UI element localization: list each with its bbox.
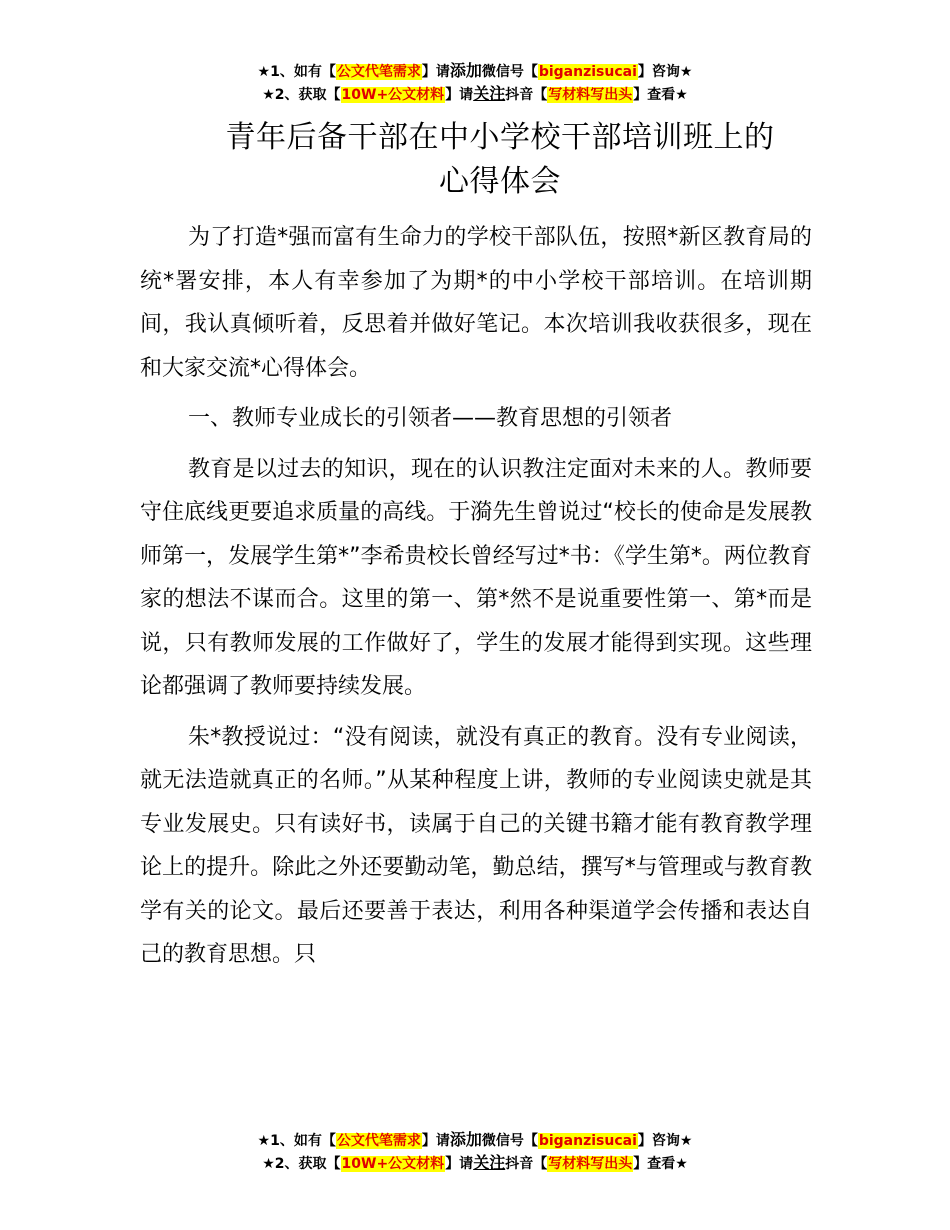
banner-emphasis: 关注 [473,84,506,103]
highlight-service: 公文代笔需求 [336,1133,421,1149]
highlight-wechat-id: biganzisucai [538,64,637,80]
banner-emphasis: 添加 [449,61,482,80]
banner-line-2 [0,1152,950,1175]
banner-text: 】请 [445,87,474,103]
banner-line-2 [0,83,950,106]
banner-line-1 [0,1129,950,1152]
banner-text: 微信号【 [481,1133,538,1149]
banner-text: ★2、获取【 [262,87,341,103]
highlight-materials: 10W+公文材料 [341,1156,445,1172]
banner-emphasis: 关注 [473,1153,506,1172]
banner-text: 】咨询★ [637,64,693,80]
highlight-service: 公文代笔需求 [336,64,421,80]
banner-text: 抖音【 [505,87,548,103]
banner-text: 】咨询★ [637,1133,693,1149]
banner-text: ★1、如有【 [257,1133,336,1149]
banner-text: 】请 [421,1133,450,1149]
highlight-douyin-id: 写材料写出头 [548,1156,633,1172]
banner-text: 】查看★ [633,87,688,103]
title-line-1: 青年后备干部在中小学校干部培训班上的 [225,120,775,155]
header-ad-banner [0,60,950,106]
document-body [140,216,812,984]
banner-text: 微信号【 [481,64,538,80]
banner-text: 】请 [421,64,450,80]
document-title [140,116,860,204]
banner-text: ★2、获取【 [262,1156,341,1172]
paragraph: 朱*教授说过：“没有阅读，就没有真正的教育。没有专业阅读，就无法造就真正的名师。”从某种程度上讲，教师的专业阅读史就是其专业发展史。只有读好书，读属于自己的关键书籍才能有教育教学理论上的提升。除此之外还要勤动笔，勤总结，撰写*与管理或与教育教学有关的论文。最后还要善于表达，利用各种渠道学会传播和表达自己的教育思想。只 [140,724,812,967]
paragraph-intro: 为了打造*强而富有生命力的学校干部队伍，按照*新区教育局的统*署安排，本人有幸参加了为期*的中小学校干部培训。在培训期间，我认真倾听着，反思着并做好笔记。本次培训我收获很多，现在和大家交流*心得体会。 [140,225,812,381]
banner-text: 】请 [445,1156,474,1172]
section-heading: 一、教师专业成长的引领者——教育思想的引领者 [188,406,673,431]
banner-text: ★1、如有【 [257,64,336,80]
banner-emphasis: 添加 [449,1130,482,1149]
title-line-2: 心得体会 [439,164,561,199]
paragraph: 教育是以过去的知识，现在的认识教注定面对未来的人。教师要守住底线更要追求质量的高线。于漪先生曾说过“校长的使命是发展教师第一，发展学生第*”李希贵校长曾经写过*书：《学生第*。两位教育家的想法不谋而合。这里的第一、第*然不是说重要性第一、第*而是说，只有教师发展的工作做好了，学生的发展才能得到实现。这些理论都强调了教师要持续发展。 [140,456,812,699]
highlight-materials: 10W+公文材料 [341,87,445,103]
banner-text: 】查看★ [633,1156,688,1172]
banner-text: 抖音【 [505,1156,548,1172]
highlight-douyin-id: 写材料写出头 [548,87,633,103]
footer-ad-banner [0,1129,950,1175]
banner-line-1 [0,60,950,83]
highlight-wechat-id: biganzisucai [538,1133,637,1149]
